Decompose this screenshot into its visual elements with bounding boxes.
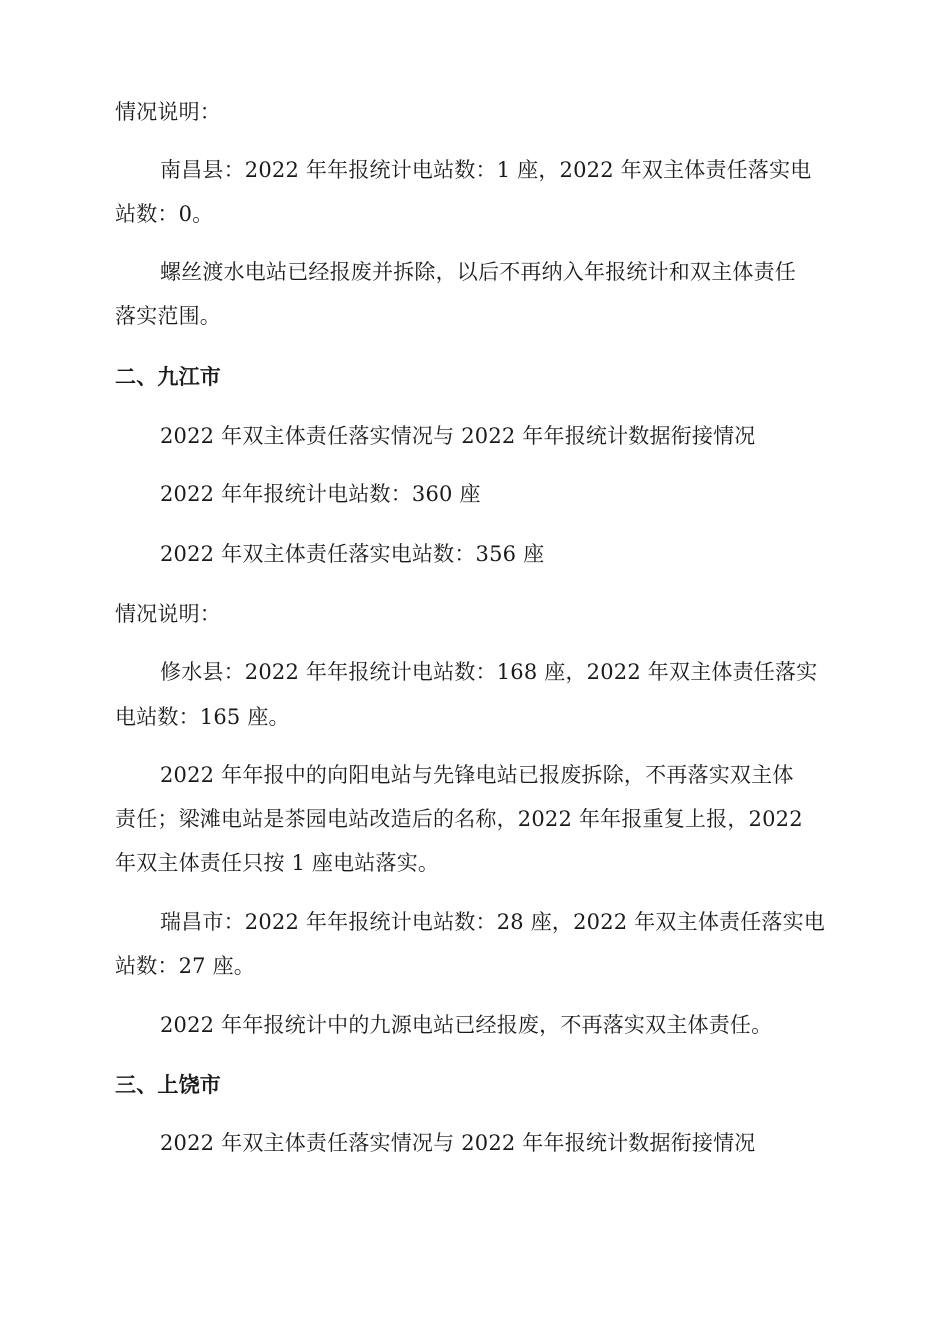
ruichang-text-cont: 站数：27 座。	[115, 954, 255, 978]
status-label: 情况说明：	[115, 602, 221, 626]
shangrao-summary-title: 2022 年双主体责任落实情况与 2022 年年报统计数据衔接情况	[160, 1131, 756, 1155]
ruichang-note: 2022 年年报统计中的九源电站已经报废，不再落实双主体责任。	[160, 1013, 773, 1037]
jiujiang-summary-title: 2022 年双主体责任落实情况与 2022 年年报统计数据衔接情况	[160, 424, 756, 448]
xiushui-text-cont: 电站数：165 座。	[115, 705, 290, 729]
xiushui-note: 2022 年年报中的向阳电站与先锋电站已报废拆除，不再落实双主体	[160, 763, 794, 787]
status-label: 情况说明：	[115, 100, 221, 124]
ruichang-text: 瑞昌市：2022 年年报统计电站数：28 座，2022 年双主体责任落实电	[160, 910, 826, 934]
section-heading-jiujiang: 二、九江市	[115, 365, 221, 389]
jiujiang-responsibility-count: 2022 年双主体责任落实电站数：356 座	[160, 542, 545, 566]
luosidu-text: 螺丝渡水电站已经报废并拆除，以后不再纳入年报统计和双主体责任	[160, 260, 796, 284]
xiushui-note-cont: 责任；梁滩电站是茶园电站改造后的名称，2022 年年报重复上报，2022	[115, 807, 803, 831]
nanchang-county-text: 南昌县：2022 年年报统计电站数：1 座，2022 年双主体责任落实电	[160, 158, 812, 182]
luosidu-text-cont: 落实范围。	[115, 304, 221, 328]
jiujiang-annual-count: 2022 年年报统计电站数：360 座	[160, 482, 481, 506]
xiushui-text: 修水县：2022 年年报统计电站数：168 座，2022 年双主体责任落实	[160, 660, 818, 684]
xiushui-note-cont: 年双主体责任只按 1 座电站落实。	[115, 851, 440, 875]
section-heading-shangrao: 三、上饶市	[115, 1073, 221, 1097]
nanchang-county-text-cont: 站数：0。	[115, 202, 214, 226]
